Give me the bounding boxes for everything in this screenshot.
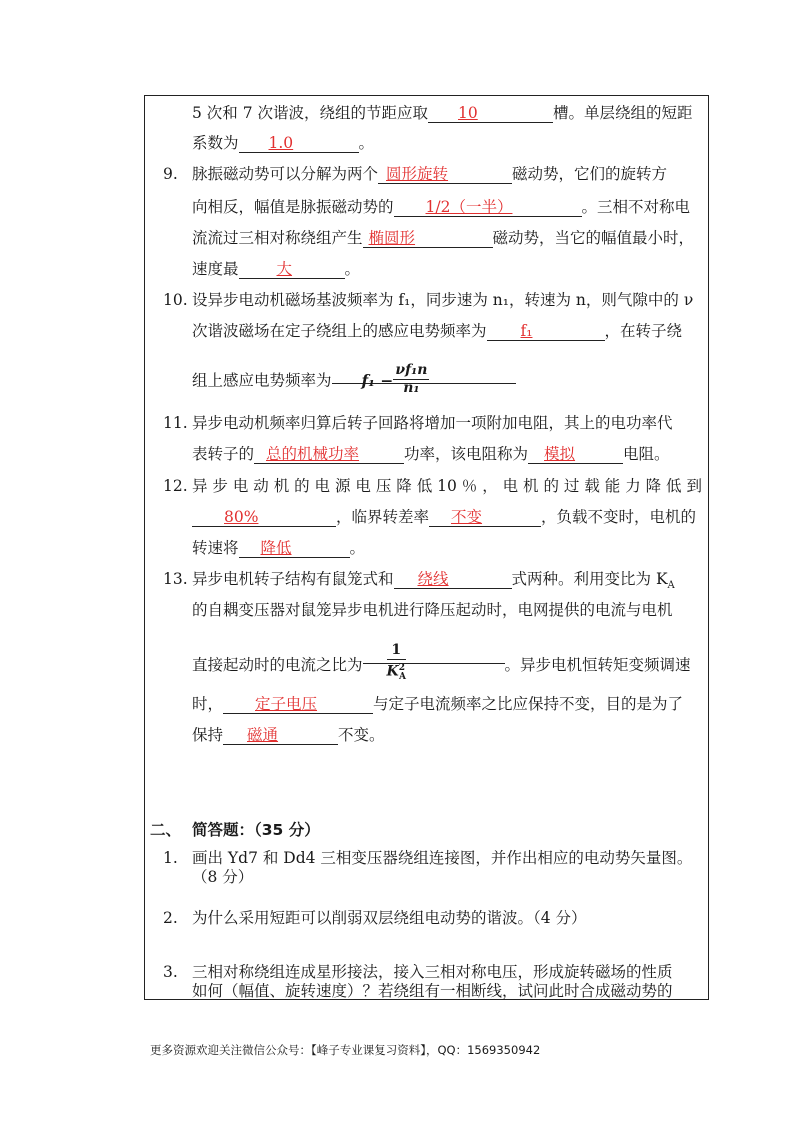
- answer-text: 降低: [260, 539, 292, 557]
- q9-line4: 速度最 大 。: [192, 260, 361, 278]
- subscript: A: [667, 580, 675, 592]
- answer-blank: [239, 538, 350, 558]
- answer-blank: [223, 725, 338, 745]
- answer-blank: [394, 569, 512, 589]
- q13-line2: 的自耦变压器对鼠笼异步电机进行降压起动时，电网提供的电流与电机: [192, 601, 673, 619]
- sq1-line2: （8 分）: [192, 868, 254, 886]
- answer-blank: [363, 228, 493, 248]
- q8-line2: 系数为 1.0 。: [192, 134, 375, 152]
- answer-text: 不变: [451, 508, 483, 526]
- answer-blank: [239, 133, 359, 153]
- sq3-line2: 如何（幅值、旋转速度）？若绕组有一相断线，试问此时合成磁动势的: [192, 982, 673, 1000]
- q13-line1: 异步电机转子结构有鼠笼式和 绕线 式两种。利用变比为 $K_A$: [192, 570, 675, 592]
- answer-blank: [192, 507, 336, 527]
- answer-text: 绕线: [417, 570, 449, 588]
- answer-blank: [378, 164, 512, 184]
- answer-blank: [223, 694, 373, 714]
- q10-line1: 设异步电动机磁场基波频率为 f₁，同步速为 n₁，转速为 n，则气隙中的 ν: [192, 291, 694, 309]
- answer-blank: [528, 444, 623, 464]
- sq3-line1: 三相对称绕组连成星形接法，接入三相对称电压，形成旋转磁场的性质: [192, 963, 673, 981]
- formula-denominator: n₁: [403, 380, 420, 396]
- answer-text: 1/2（一半）: [425, 198, 513, 216]
- answer-blank: [254, 444, 404, 464]
- answer-text: 磁通: [247, 726, 279, 744]
- question-number: 12.: [163, 477, 188, 495]
- formula-fraction: [393, 362, 429, 397]
- q9-line2: 向相反，幅值是脉振磁动势的 1/2（一半） 。三相不对称电: [192, 198, 691, 216]
- q8-line1: 5 次和 7 次谐波，绕组的节距应取 10 槽。单层绕组的短距: [192, 104, 693, 122]
- answer-text: 圆形旋转: [386, 165, 449, 183]
- answer-text: 1.0: [268, 134, 294, 152]
- formula-lead: f₁ −: [361, 370, 394, 390]
- q9-line3: 流流过三相对称绕组产生 椭圆形 磁动势，当它的幅值最小时，: [192, 229, 695, 247]
- sq2-line1: 为什么采用短距可以削弱双层绕组电动势的谐波。（4 分）: [192, 909, 587, 927]
- answer-blank: [429, 507, 541, 527]
- formula-numerator: νf₁n: [395, 362, 428, 378]
- q10-line2: 次谐波磁场在定子绕组上的感应电势频率为 f₁ ，在转子绕: [192, 322, 683, 340]
- answer-blank: [487, 321, 605, 341]
- q12-line3: 转速将 降低 。: [192, 539, 366, 557]
- question-number: 3.: [163, 963, 178, 981]
- section-number: 二、: [150, 821, 182, 839]
- section-title: 简答题：（35 分）: [192, 821, 320, 839]
- q11-line1: 异步电动机频率归算后转子回路将增加一项附加电阻，其上的电功率代: [192, 414, 673, 432]
- q13-line4: 时， 定子电压 与定子电流频率之比应保持不变，目的是为了: [192, 695, 684, 713]
- formula-denominator: $K^2_A$: [386, 663, 406, 683]
- question-number: 11.: [163, 414, 188, 432]
- page-footer: 更多资源欢迎关注微信公众号：【峰子专业课复习资料】，QQ：1569350942: [150, 1043, 541, 1057]
- formula-fraction: [387, 642, 406, 686]
- sq1-line1: 画出 Yd7 和 Dd4 三相变压器绕组连接图，并作出相应的电动势矢量图。: [192, 849, 693, 867]
- answer-text: f₁: [520, 322, 533, 340]
- q13-line5: 保持 磁通 不变。: [192, 726, 385, 744]
- q13-line3: 直接起动时的电流之比为 $\frac{1}{K^2_A}$ 。异步电机恒转矩变频调速: [192, 644, 691, 675]
- answer-blank: [363, 642, 505, 683]
- answer-text: 10: [458, 104, 478, 122]
- answer-blank: [239, 259, 345, 279]
- answer-blank: [332, 362, 516, 396]
- q11-line2: 表转子的 总的机械功率 功率，该电阻称为 模拟 电阻。: [192, 445, 670, 463]
- question-number: 9.: [163, 165, 178, 183]
- q12-line2: 80% ，临界转差率 不变 ，负载不变时，电机的: [192, 507, 696, 527]
- answer-text: 大: [276, 260, 293, 278]
- answer-text: 定子电压: [255, 695, 318, 713]
- answer-blank: [394, 197, 582, 217]
- q9-line1: 脉振磁动势可以分解为两个 圆形旋转 磁动势，它们的旋转方: [192, 165, 668, 183]
- answer-text: 椭圆形: [368, 229, 416, 247]
- question-number: 2.: [163, 909, 178, 927]
- question-number: 1.: [163, 849, 178, 867]
- answer-text: 80%: [224, 508, 259, 526]
- answer-text: 总的机械功率: [266, 445, 360, 463]
- q10-line3: 组上感应电势频率为 f₁ − $\frac{\text{νf₁n}}{\text{n₁}}$: [192, 364, 516, 391]
- q12-line1: 异 步 电 动 机 的 电 源 电 压 降 低 10 ％ ， 电 机 的 过 载 能 力 降 低 到: [192, 477, 702, 495]
- formula-numerator: 1: [387, 642, 406, 660]
- question-number: 10.: [163, 291, 188, 309]
- answer-blank: [428, 103, 553, 123]
- answer-text: 模拟: [544, 445, 576, 463]
- question-number: 13.: [163, 570, 188, 588]
